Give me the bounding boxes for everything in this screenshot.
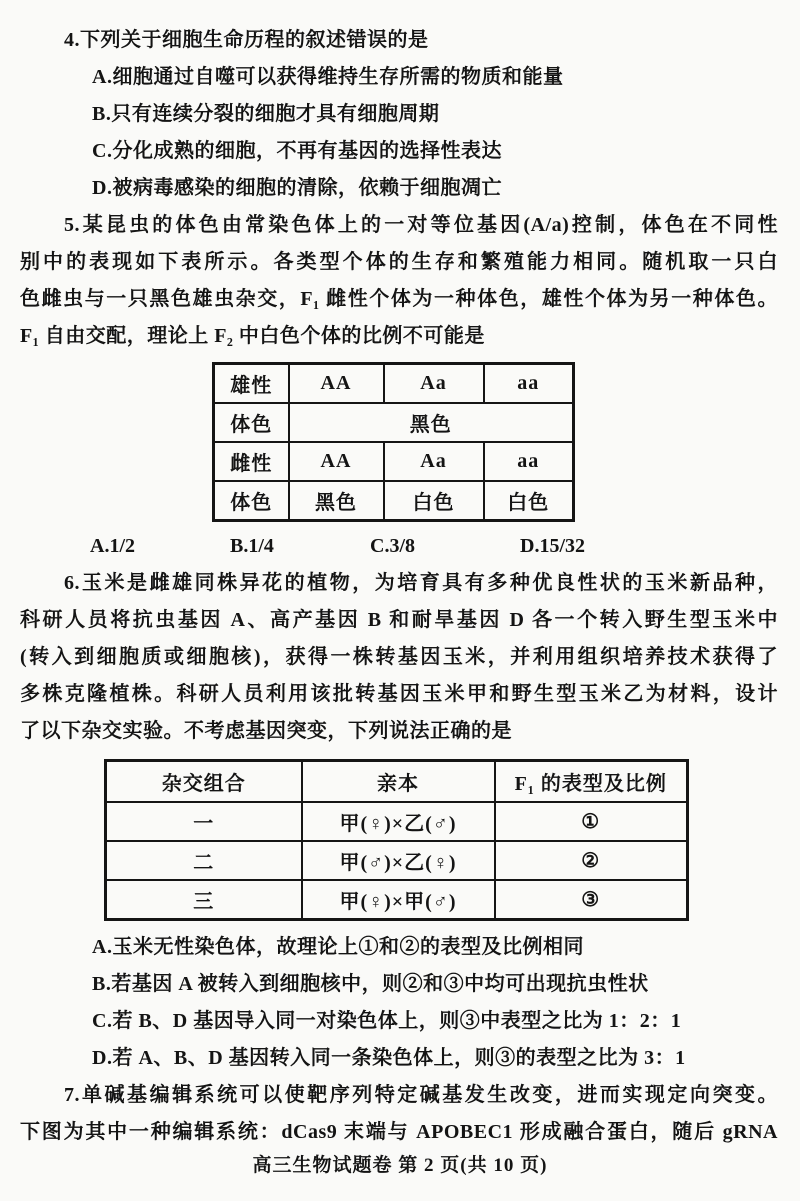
question-6-stem-line: 了以下杂交实验。不考虑基因突变，下列说法正确的是 bbox=[20, 720, 512, 742]
question-5-stem-line: 色雌虫与一只黑色雄虫杂交，F₁ 雌性个体为一种体色，雄性个体为另一种体色。 bbox=[20, 288, 778, 310]
result-cell: ① bbox=[495, 802, 688, 841]
color-cell: 黑色 bbox=[289, 481, 384, 521]
question-5-stem-line: 5.某昆虫的体色由常染色体上的一对等位基因(A/a)控制，体色在不同性 bbox=[64, 214, 778, 236]
merged-color-cell: 黑色 bbox=[289, 403, 574, 442]
question-6-option-c: C.若 B、D 基因导入同一对染色体上，则③中表型之比为 1：2：1 bbox=[92, 1010, 682, 1032]
question-6-stem-line: (转入到细胞质或细胞核)，获得一株转基因玉米，并利用组织培养技术获得了 bbox=[20, 646, 778, 668]
question-5-option-d: D.15/32 bbox=[520, 535, 585, 557]
genotype-cell: Aa bbox=[384, 442, 484, 481]
genotype-cell: aa bbox=[484, 442, 574, 481]
question-7-stem-line: 下图为其中一种编辑系统：dCas9 末端与 APOBEC1 形成融合蛋白，随后 gRNA bbox=[20, 1121, 778, 1143]
parents-cell: 甲(♀)×乙(♂) bbox=[302, 802, 495, 841]
header-parents: 亲本 bbox=[302, 761, 495, 803]
question-6-stem-line: 6.玉米是雌雄同株异花的植物，为培育具有多种优良性状的玉米新品种， bbox=[64, 572, 778, 594]
question-5-options bbox=[90, 528, 778, 565]
color-cell: 白色 bbox=[484, 481, 574, 521]
row-label-male: 雄性 bbox=[214, 364, 289, 404]
table-header-row bbox=[106, 761, 688, 803]
row-label-female: 雌性 bbox=[214, 442, 289, 481]
genotype-cell: Aa bbox=[384, 364, 484, 404]
question-6-option-a: A.玉米无性染色体，故理论上①和②的表型及比例相同 bbox=[92, 936, 584, 958]
result-cell: ③ bbox=[495, 880, 688, 920]
question-5-stem-line: F₁ 自由交配，理论上 F₂ 中白色个体的比例不可能是 bbox=[20, 325, 485, 347]
cross-group-cell: 二 bbox=[106, 841, 302, 880]
cross-group-cell: 一 bbox=[106, 802, 302, 841]
parents-cell: 甲(♂)×乙(♀) bbox=[302, 841, 495, 880]
question-4-option-d: D.被病毒感染的细胞的清除，依赖于细胞凋亡 bbox=[92, 177, 502, 199]
parents-cell: 甲(♀)×甲(♂) bbox=[302, 880, 495, 920]
question-4-option-c: C.分化成熟的细胞，不再有基因的选择性表达 bbox=[92, 140, 502, 162]
question-6-option-d: D.若 A、B、D 基因转入同一条染色体上，则③的表型之比为 3：1 bbox=[92, 1047, 686, 1069]
table-row bbox=[214, 364, 574, 404]
color-cell: 白色 bbox=[384, 481, 484, 521]
question-7 bbox=[20, 1077, 778, 1151]
table-row bbox=[214, 442, 574, 481]
header-f1-phenotype-ratio: F₁ 的表型及比例 bbox=[495, 761, 688, 803]
body-color-genotype-table bbox=[212, 362, 575, 522]
table-row bbox=[106, 841, 688, 880]
genotype-cell: aa bbox=[484, 364, 574, 404]
question-6-stem-line: 多株克隆植株。科研人员利用该批转基因玉米甲和野生型玉米乙为材料，设计 bbox=[20, 683, 778, 705]
question-7-stem-line: 7.单碱基编辑系统可以使靶序列特定碱基发生改变，进而实现定向突变。 bbox=[64, 1084, 778, 1106]
table-row bbox=[106, 802, 688, 841]
table-row bbox=[106, 880, 688, 920]
row-label-body-color: 体色 bbox=[214, 481, 289, 521]
question-5-stem-line: 别中的表现如下表所示。各类型个体的生存和繁殖能力相同。随机取一只白 bbox=[20, 251, 778, 273]
question-6-stem-line: 科研人员将抗虫基因 A、高产基因 B 和耐旱基因 D 各一个转入野生型玉米中 bbox=[20, 609, 778, 631]
genotype-cell: AA bbox=[289, 442, 384, 481]
question-5-option-a: A.1/2 bbox=[90, 535, 135, 557]
table-row bbox=[214, 403, 574, 442]
genotype-cell: AA bbox=[289, 364, 384, 404]
cross-experiment-table bbox=[104, 759, 689, 921]
page-footer: 高三生物试题卷 第 2 页(共 10 页) bbox=[252, 1155, 548, 1176]
question-5-option-c: C.3/8 bbox=[370, 535, 415, 557]
question-6 bbox=[20, 565, 778, 1077]
question-4-option-a: A.细胞通过自噬可以获得维持生存所需的物质和能量 bbox=[92, 66, 564, 88]
row-label-body-color: 体色 bbox=[214, 403, 289, 442]
question-5-option-b: B.1/4 bbox=[230, 535, 274, 557]
question-5 bbox=[20, 207, 778, 565]
question-4-stem: 4.下列关于细胞生命历程的叙述错误的是 bbox=[64, 29, 429, 51]
question-4-option-b: B.只有连续分裂的细胞才具有细胞周期 bbox=[92, 103, 440, 125]
cross-group-cell: 三 bbox=[106, 880, 302, 920]
table-row bbox=[214, 481, 574, 521]
question-4 bbox=[20, 22, 778, 207]
header-cross-combination: 杂交组合 bbox=[106, 761, 302, 803]
result-cell: ② bbox=[495, 841, 688, 880]
question-6-option-b: B.若基因 A 被转入到细胞核中，则②和③中均可出现抗虫性状 bbox=[92, 973, 649, 995]
